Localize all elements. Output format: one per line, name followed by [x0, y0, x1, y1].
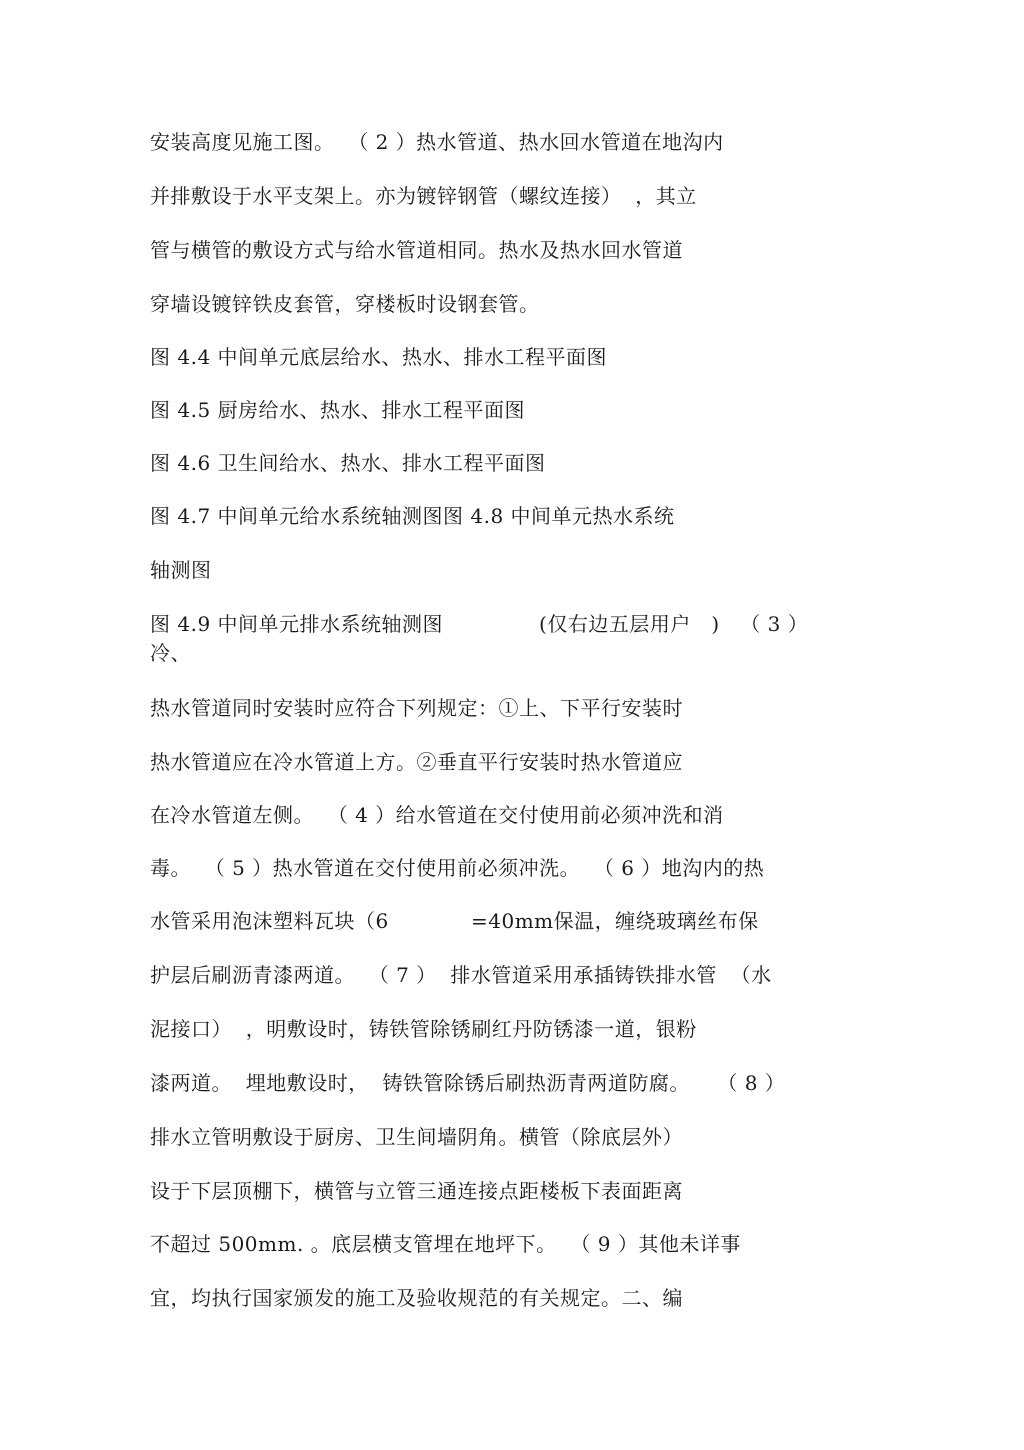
- figure-caption: 图 4.6 卫生间给水、热水、排水工程平面图: [150, 451, 546, 475]
- text-line: 水管采用泡沫塑料瓦块（6 =40mm保温，缠绕玻璃丝布保: [150, 909, 759, 933]
- text-line: 热水管道同时安装时应符合下列规定：①上、下平行安装时: [150, 696, 683, 720]
- text-line: 冷、: [150, 641, 191, 665]
- text-line: 排水立管明敷设于厨房、卫生间墙阴角。横管（除底层外）: [150, 1125, 683, 1149]
- figure-caption: 图 4.7 中间单元给水系统轴测图图 4.8 中间单元热水系统: [150, 504, 675, 528]
- figure-caption: 轴测图: [150, 558, 212, 582]
- figure-caption: 图 4.5 厨房给水、热水、排水工程平面图: [150, 398, 526, 422]
- text-line: 管与横管的敷设方式与给水管道相同。热水及热水回水管道: [150, 238, 683, 262]
- text-line: 穿墙设镀锌铁皮套管，穿楼板时设钢套管。: [150, 292, 540, 316]
- text-line: 热水管道应在冷水管道上方。②垂直平行安装时热水管道应: [150, 750, 683, 774]
- text-line: 护层后刷沥青漆两道。 （ 7 ） 排水管道采用承插铸铁排水管 （水: [150, 963, 772, 987]
- figure-caption: 图 4.9 中间单元排水系统轴测图 (仅右边五层用户 ) （ 3 ）: [150, 612, 809, 636]
- text-line: 安装高度见施工图。 （ 2 ）热水管道、热水回水管道在地沟内: [150, 130, 724, 154]
- text-line: 毒。 （ 5 ）热水管道在交付使用前必须冲洗。 （ 6 ）地沟内的热: [150, 856, 765, 880]
- text-line: 宜，均执行国家颁发的施工及验收规范的有关规定。二、编: [150, 1286, 683, 1310]
- figure-caption: 图 4.4 中间单元底层给水、热水、排水工程平面图: [150, 345, 608, 369]
- text-line: 不超过 500mm. 。底层横支管埋在地坪下。 （ 9 ）其他未详事: [150, 1232, 741, 1256]
- text-line: 设于下层顶棚下，横管与立管三通连接点距楼板下表面距离: [150, 1179, 683, 1203]
- text-line: 并排敷设于水平支架上。亦为镀锌钢管（螺纹连接） ，其立: [150, 184, 697, 208]
- text-line: 泥接口） ，明敷设时，铸铁管除锈刷红丹防锈漆一道，银粉: [150, 1017, 697, 1041]
- text-line: 漆两道。 埋地敷设时， 铸铁管除锈后刷热沥青两道防腐。 （ 8 ）: [150, 1071, 786, 1095]
- text-line: 在冷水管道左侧。 （ 4 ）给水管道在交付使用前必须冲洗和消: [150, 803, 724, 827]
